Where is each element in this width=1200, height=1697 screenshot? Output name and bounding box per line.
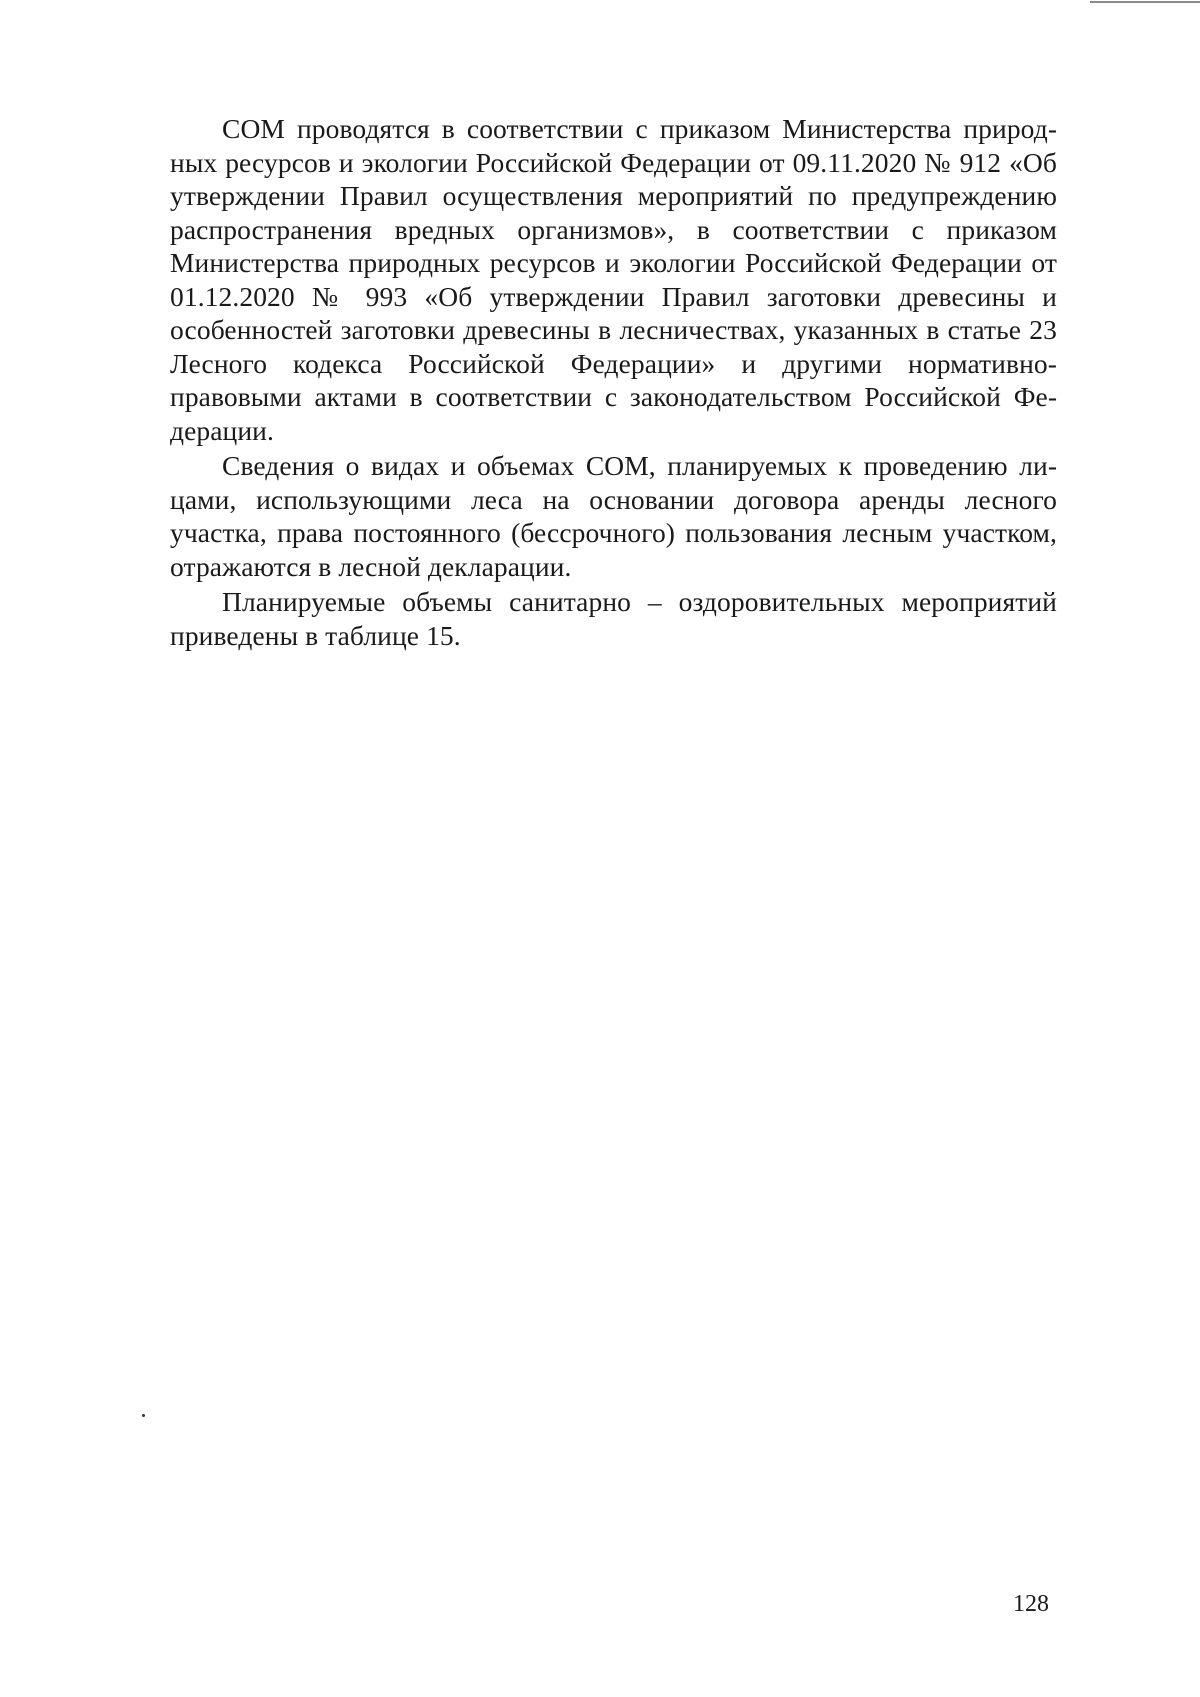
scan-speck (142, 1414, 145, 1417)
page-number: 128 (1013, 1591, 1049, 1617)
paragraph-declaration: Сведения о видах и объемах СОМ, планируемых к проведению лицами, использующими леса на основании договора аренды лесного участка, права постоянного (бессрочного) пользования лесным участком, отражаются в лесной декларации. (170, 450, 1057, 582)
document-body (170, 112, 1057, 654)
top-edge-rule (1090, 1, 1200, 3)
paragraph-regulations: СОМ проводятся в соответствии с приказом Министерства природных ресурсов и экологии Российской Федерации от 09.11.2020 № 912 «Об утверждении Правил осуществления мероприятий по предупреждению распространения вредных организмов», в соответствии с приказом Министерства природных ресурсов и экологии Российской Федерации от 01.12.2020 № 993 «Об утверждении Правил заготовки древесины и особенностей заготовки древесины в лесничествах, указанных в статье 23 Лесного кодекса Российской Федерации» и другими нормативно-правовыми актами в соответствии с законодательством Российской Федерации. (170, 113, 1057, 446)
paragraph-planned-volumes: Планируемые объемы санитарно – оздоровительных мероприятий приведены в таблице 15. (170, 586, 1057, 651)
